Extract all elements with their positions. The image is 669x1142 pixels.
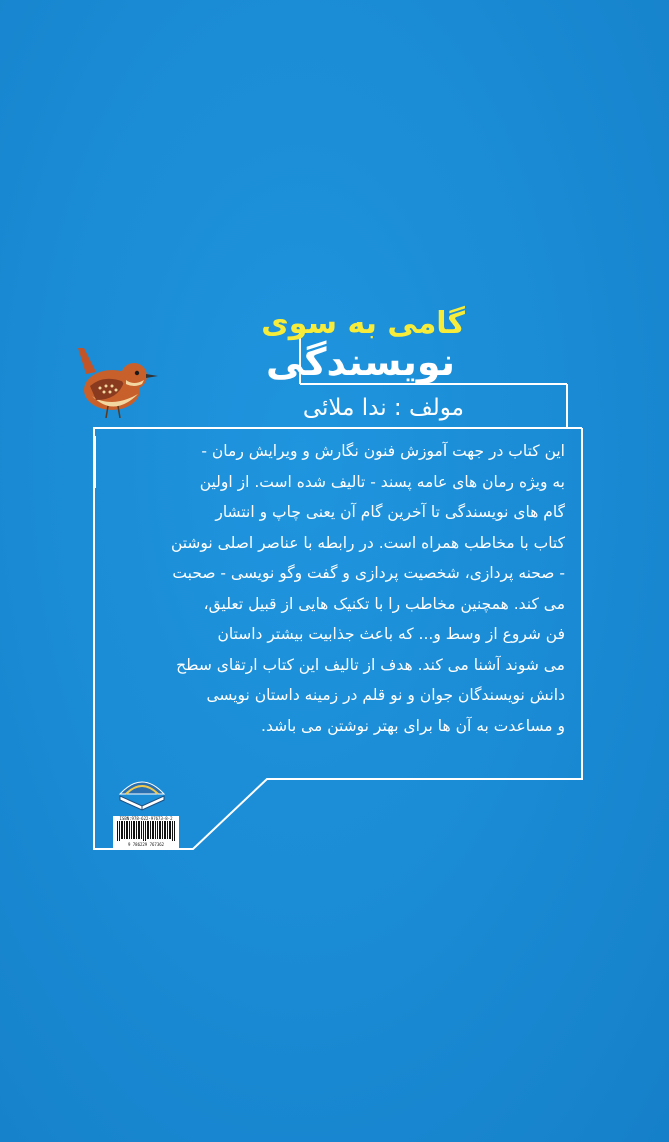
description-line: می شوند آشنا می کند. هدف از تالیف این کتاب ارتقای سطح <box>176 655 565 674</box>
book-title-line1: گامی به سوی <box>261 306 465 341</box>
description-line: گام های نویسندگی تا آخرین گام آن یعنی چاپ و انتشار <box>215 503 565 521</box>
barcode-number: 9 786229 767362 <box>127 842 165 847</box>
description-line: و مساعدت به آن ها برای بهتر نوشتن می باشد. <box>261 716 565 735</box>
description-line: دانش نویسندگان جوان و نو قلم در زمینه داستان نویسی <box>206 686 565 704</box>
barcode-bars <box>116 821 176 841</box>
description-line: - صحنه پردازی، شخصیت پردازی و گفت وگو نویسی - صحبت <box>172 564 565 582</box>
description-line: کتاب با مخاطب همراه است. در رابطه با عناصر اصلی نوشتن <box>170 533 565 552</box>
barcode <box>113 816 179 848</box>
publisher-logo-icon <box>116 770 168 812</box>
author-credit: مولف : ندا ملائی <box>302 395 464 421</box>
book-title-line2: نویسندگی <box>265 340 455 384</box>
description-line: فن شروع از وسط و... که باعث جذابیت بیشتر داستان <box>217 625 565 643</box>
description-line: این کتاب در جهت آموزش فنون نگارش و ویرایش رمان - <box>201 442 565 460</box>
description-line: می کند. همچنین مخاطب را با تکنیک هایی از قبیل تعلیق، <box>203 594 565 613</box>
isbn-label: ISBN:978-622-97673-8-2 <box>119 816 173 821</box>
book-description <box>110 436 565 741</box>
description-line: به ویژه رمان های عامه پسند - تالیف شده است. از اولین <box>199 472 565 491</box>
bird-illustration <box>74 344 158 420</box>
